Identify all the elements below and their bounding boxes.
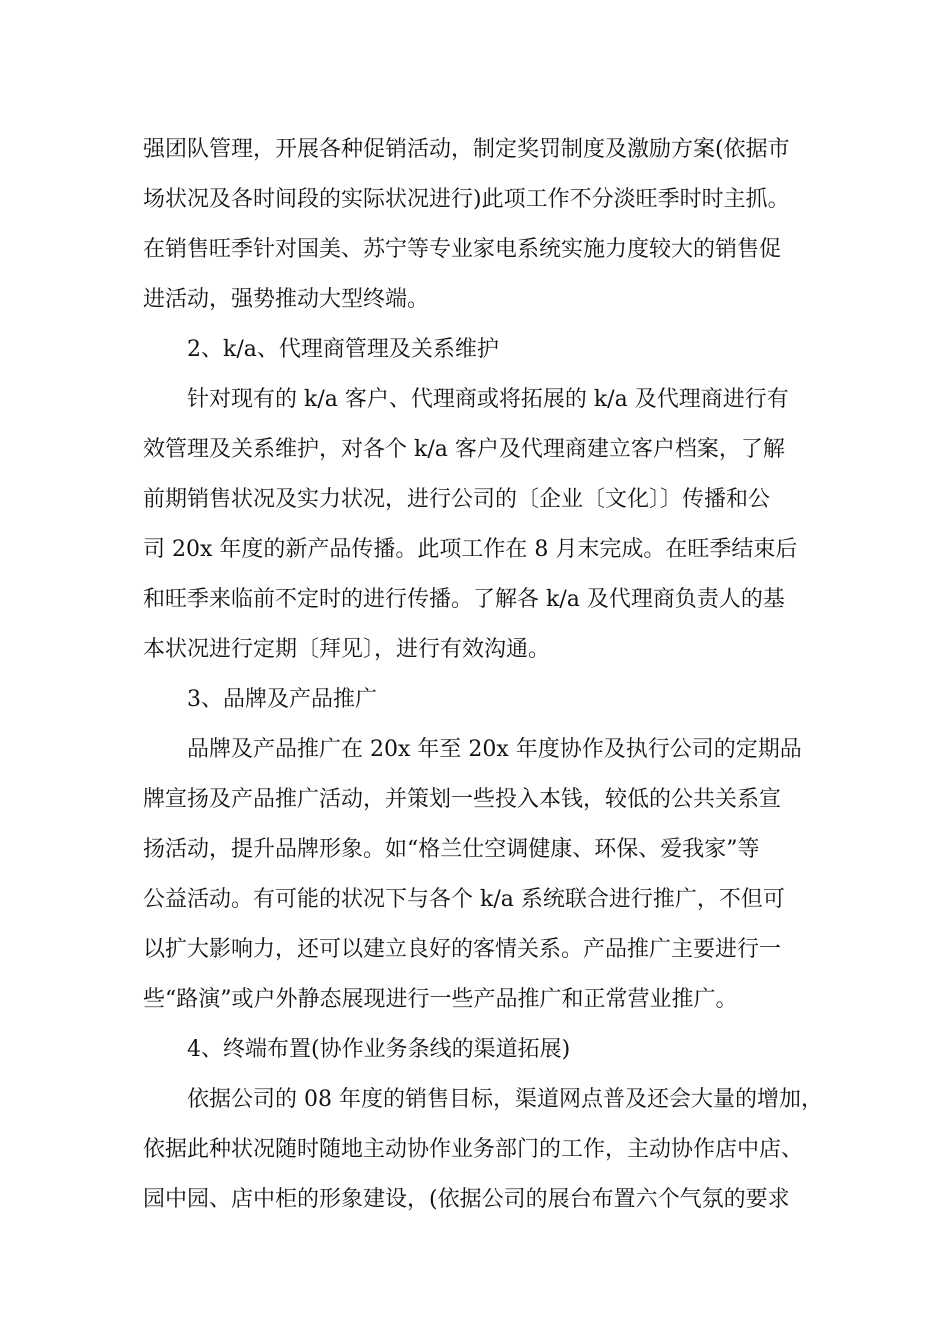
section-heading: 2、k/a、代理商管理及关系维护 — [187, 337, 499, 362]
section-heading: 4、终端布置(协作业务条线的渠道拓展) — [187, 1037, 571, 1062]
text-line: 针对现有的 k/a 客户、代理商或将拓展的 k/a 及代理商进行有 — [187, 387, 789, 412]
text-line: 园中园、店中柜的形象建设，(依据公司的展台布置六个气氛的要求 — [143, 1187, 790, 1212]
text-line: 本状况进行定期〔拜见〕，进行有效沟通。 — [143, 637, 551, 662]
text-line: 扬活动，提升品牌形象。如“格兰仕空调健康、环保、爱我家”等 — [143, 837, 760, 862]
text-line: 前期销售状况及实力状况，进行公司的〔企业〔文化〕〕传播和公 — [143, 487, 771, 512]
text-line: 公益活动。有可能的状况下与各个 k/a 系统联合进行推广，不但可 — [143, 887, 785, 912]
text-line: 依据公司的 08 年度的销售目标，渠道网点普及还会大量的增加， — [187, 1087, 823, 1112]
text-line: 场状况及各时间段的实际状况进行)此项工作不分淡旺季时时主抓。 — [143, 187, 790, 212]
text-line: 进活动，强势推动大型终端。 — [143, 287, 430, 312]
text-line: 些“路演”或户外静态展现进行一些产品推广和正常营业推广。 — [143, 987, 738, 1012]
text-line: 以扩大影响力，还可以建立良好的客情关系。产品推广主要进行一 — [143, 937, 782, 962]
text-line: 牌宣扬及产品推广活动，并策划一些投入本钱，较低的公共关系宣 — [143, 787, 782, 812]
text-line: 品牌及产品推广在 20x 年至 20x 年度协作及执行公司的定期品 — [187, 737, 802, 762]
text-line: 司 20x 年度的新产品传播。此项工作在 8 月末完成。在旺季结束后 — [143, 537, 798, 562]
text-line: 依据此种状况随时随地主动协作业务部门的工作，主动协作店中店、 — [143, 1137, 804, 1162]
text-line: 强团队管理，开展各种促销活动，制定奖罚制度及激励方案(依据市 — [143, 137, 790, 162]
section-heading: 3、品牌及产品推广 — [187, 687, 377, 712]
text-line: 在销售旺季针对国美、苏宁等专业家电系统实施力度较大的销售促 — [143, 237, 782, 262]
text-line: 效管理及关系维护，对各个 k/a 客户及代理商建立客户档案，了解 — [143, 437, 785, 462]
document-body — [143, 125, 823, 1225]
text-line: 和旺季来临前不定时的进行传播。了解各 k/a 及代理商负责人的基 — [143, 587, 785, 612]
